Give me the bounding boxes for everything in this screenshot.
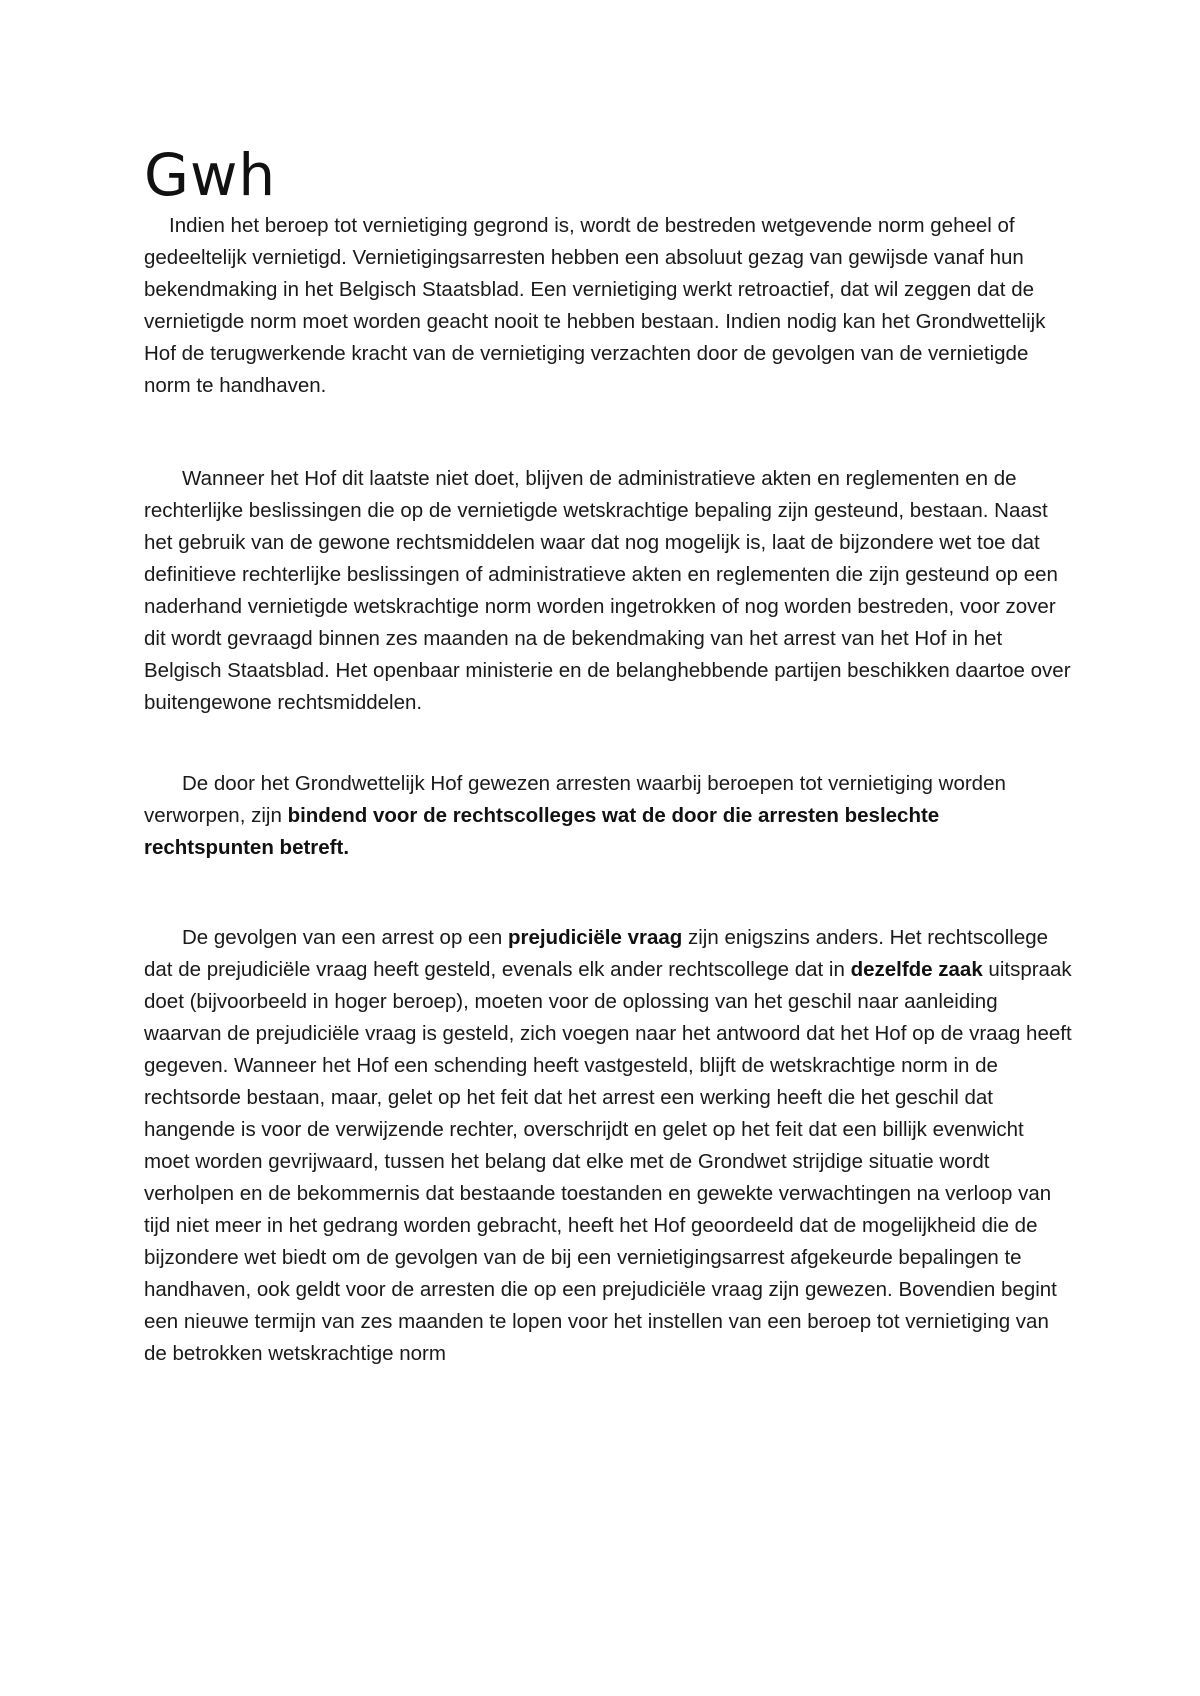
- paragraph-text: zijn enigszins anders. Het rechtscollege dat de prejudiciële vraag heeft gesteld, evenals elk ander rechtscollege dat in: [144, 926, 1049, 981]
- paragraph-preliminary-question: [144, 922, 1074, 1370]
- paragraph-text: Indien het beroep tot vernietiging gegrond is, wordt de bestreden wetgevende norm geheel of gedeeltelijk vernietigd. Vernietigingsarresten hebben een absoluut gezag van gewijsde vanaf hun bekendmaking in het Belgisch Staatsblad. Een vernietiging werkt retroactief, dat wil zeggen dat de vernietigde norm moet worden geacht nooit te hebben bestaan. Indien nodig kan het Grondwettelijk Hof de terugwerkende kracht van de vernietiging verzachten door de gevolgen van de vernietigde norm te handhaven.: [144, 214, 1046, 397]
- paragraph-remaining-acts: [144, 463, 1074, 719]
- bold-phrase: bindend voor de rechtscolleges wat de door die arresten beslechte rechtspunten betreft.: [144, 804, 940, 859]
- paragraph-text: De door het Grondwettelijk Hof gewezen arresten waarbij beroepen tot vernietiging worden verworpen, zijn: [144, 772, 1006, 827]
- paragraph-text: uitspraak doet (bijvoorbeeld in hoger beroep), moeten voor de oplossing van het geschil naar aanleiding waarvan de prejudiciële vraag is gesteld, zich voegen naar het antwoord dat het Hof op de vraag heeft gegeven. Wanneer het Hof een schending heeft vastgesteld, blijft de wetskrachtige norm in de rechtsorde bestaan, maar, gelet op het feit dat het arrest een werking heeft die het geschil dat hangende is voor de verwijzende rechter, overschrijdt en gelet op het feit dat een billijk evenwicht moet worden gevrijwaard, tussen het belang dat elke met de Grondwet strijdige situatie wordt verholpen en de bekommernis dat bestaande toestanden en gewekte verwachtingen na verloop van tijd niet meer in het gedrang worden gebracht, heeft het Hof geoordeeld dat de mogelijkheid die de bijzondere wet biedt om de gevolgen van de bij een vernietigingsarrest afgekeurde bepalingen te handhaven, ook geldt voor de arresten die op een prejudiciële vraag zijn gewezen. Bovendien begint een nieuwe termijn van zes maanden te lopen voor het instellen van een beroep tot vernietiging van de betrokken wetskrachtige norm: [144, 958, 1072, 1365]
- paragraph-rejected-appeals: [144, 768, 1074, 864]
- paragraph-text: Wanneer het Hof dit laatste niet doet, blijven de administratieve akten en reglementen en de rechterlijke beslissingen die op de vernietigde wetskrachtige bepaling zijn gesteund, bestaan. Naast het gebruik van de gewone rechtsmiddelen waar dat nog mogelijk is, laat de bijzondere wet toe dat definitieve rechterlijke beslissingen of administratieve akten en reglementen die zijn gesteund op een naderhand vernietigde wetskrachtige norm worden ingetrokken of nog worden bestreden, voor zover dit wordt gevraagd binnen zes maanden na de bekendmaking van het arrest van het Hof in het Belgisch Staatsblad. Het openbaar ministerie en de belanghebbende partijen beschikken daartoe over buitengewone rechtsmiddelen.: [144, 467, 1071, 714]
- paragraph-text: De gevolgen van een arrest op een: [182, 926, 508, 949]
- document-title: Gwh: [144, 141, 277, 209]
- bold-phrase: dezelfde zaak: [850, 958, 983, 981]
- paragraph-annulment-effects: [144, 210, 1074, 402]
- bold-phrase: prejudiciële vraag: [507, 926, 683, 949]
